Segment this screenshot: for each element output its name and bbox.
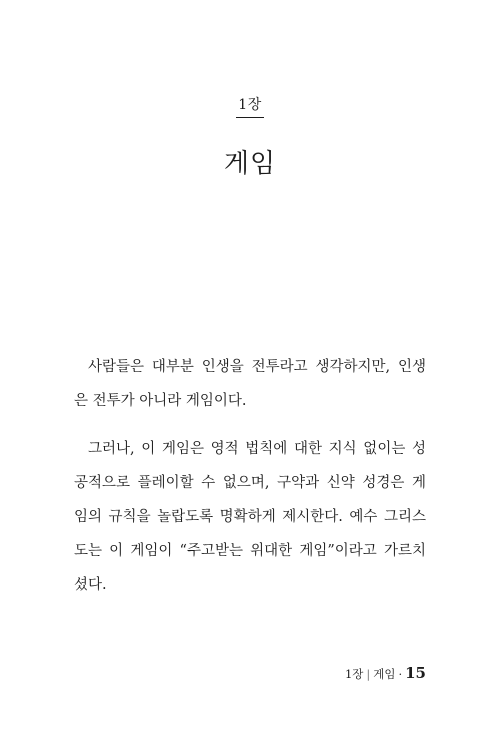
paragraph-line: 공적으로 플레이할 수 없으며, 구약과 신약 성경은 게	[74, 475, 426, 491]
chapter-rule	[236, 117, 264, 118]
paragraph-1	[74, 350, 426, 418]
chapter-title: 게임	[223, 149, 277, 179]
footer-title: 게임	[373, 667, 396, 681]
chapter-label: 1장	[238, 97, 262, 113]
paragraph-line: 은 전투가 아니라 게임이다.	[74, 393, 247, 409]
paragraph-line: 임의 규칙을 놀랍도록 명확하게 제시한다. 예수 그리스	[74, 509, 426, 525]
page-number: 15	[405, 664, 426, 682]
footer-dot: ·	[398, 667, 403, 681]
paragraph-line: 도는 이 게임이 “주고받는 위대한 게임”이라고 가르치	[74, 543, 426, 559]
footer-separator: |	[366, 667, 371, 681]
paragraph-line: 셨다.	[74, 577, 107, 593]
paragraph-2	[74, 432, 426, 602]
footer-chapter: 1장	[344, 667, 364, 681]
page-footer	[345, 664, 426, 682]
paragraph-line: 사람들은 대부분 인생을 전투라고 생각하지만, 인생	[88, 359, 426, 375]
paragraph-line: 그러나, 이 게임은 영적 법칙에 대한 지식 없이는 성	[88, 441, 426, 457]
